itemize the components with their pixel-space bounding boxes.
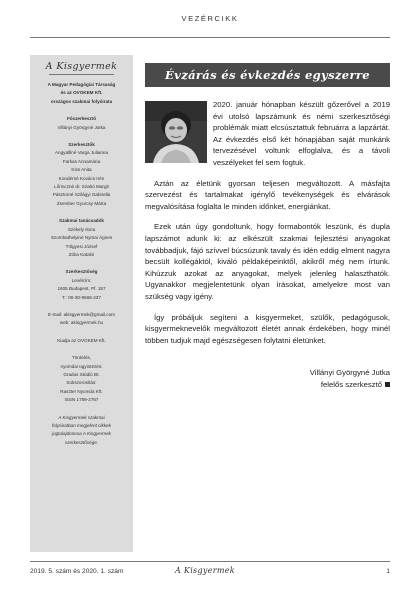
- staff-name: Pásztorné Szilágyi Gabriella: [52, 192, 111, 198]
- signature-role-line: [145, 379, 390, 391]
- copyright-line: szerkesztősége.: [64, 439, 99, 445]
- signature-block: [145, 367, 390, 390]
- signature-role: felelős szerkesztő: [320, 379, 382, 389]
- article-paragraph: Így próbáljuk segíteni a kisgyermeket, szülők, pedagógusok, kisgyermeknevelők megváltozott életét annak érdekében, hogy minél többen tudjuk majd egészségesen folytatni életünket.: [145, 312, 390, 345]
- office-section: [33, 268, 130, 302]
- web-line: web: akisgyermek.hu: [59, 320, 104, 326]
- copyright-line: jogtulajdonosa A Kisgyermek: [52, 431, 111, 437]
- logo-divider: [49, 74, 114, 75]
- email-line: E-mail: akisgyermek@gmail.com: [48, 311, 115, 317]
- production-line: Tördelés,: [71, 355, 92, 361]
- publisher-line: A Magyar Pedagógiai Társaság: [47, 82, 116, 87]
- office-line: T.: 06-30-9665-237: [62, 294, 101, 300]
- publisher-line: és az OVOKEM Kft.: [60, 90, 103, 96]
- staff-name: Lőrinczné dr. Szabó Margit: [54, 184, 109, 190]
- production-line: Gradus Stúdió Bt.: [63, 371, 100, 377]
- staff-name: Zsember Gyurcsy Márta: [56, 200, 107, 206]
- editors-section: [33, 141, 130, 208]
- publisher-info: [33, 81, 130, 106]
- author-photo: [145, 101, 207, 163]
- contact-section: [33, 311, 130, 328]
- article-title: Évzárás és évkezdés egyszerre: [165, 68, 370, 82]
- footer-divider: [30, 561, 390, 562]
- article-title-bar: [145, 63, 390, 87]
- staff-name: Szombathelyiné Nyitrai Ágnes: [50, 235, 113, 241]
- section-heading: Szerkesztők: [68, 142, 95, 148]
- section-heading: Szakmai tanácsadók: [59, 218, 104, 224]
- article-paragraph: Aztán az életünk gyorsan teljesen megváltozott. A másfajta szervezést és tartalmakat igénylő tevékenységek és elvárások megvalósítása foglalta le minden időnket, energiánkat.: [145, 178, 390, 211]
- production-line: Raszter Nyomda Kft.: [60, 388, 103, 394]
- staff-name: Villányi Györgyné Jutka: [57, 124, 106, 130]
- production-line: nyomdai ügyintézés:: [60, 363, 103, 369]
- staff-name: Székely Ilona: [67, 226, 96, 232]
- copyright-notice: [33, 414, 130, 448]
- signature-name: Villányi Györgyné Jutka: [309, 368, 390, 378]
- section-heading: Főszerkesztő: [66, 116, 97, 122]
- office-line: 1605 Budapest, Pf. 157: [57, 286, 106, 292]
- copyright-line: folyóiratban megjelent cikkek: [52, 423, 111, 428]
- staff-name: Zóka Katalin: [68, 251, 95, 257]
- office-line: Levélcím:: [71, 277, 92, 283]
- issue-number: 2019. 5. szám és 2020. 1. szám: [30, 568, 124, 575]
- article-paragraph: 2020. január hónapban készült gőzerővel a 2019 évi utolsó lapszámunk és némi szerkesztőségi problémák miatt elcsúsztattuk februárra a lapzártát. Az évkezdés első két hónapjában saját munkánk tervezésével voltunk elfoglalva, és a távoli veszélyeket fel sem fogtuk.: [213, 100, 390, 167]
- end-mark-icon: [385, 382, 390, 387]
- editor-in-chief-section: [33, 115, 130, 132]
- article-paragraph: Ezek után úgy gondoltunk, hogy formabontók leszünk, és dupla lapszámot adunk ki: az elkészült szakmai fejlesztési anyagokat továbbadjuk, fájó szívvel búcsúzunk tavaly és idén eddig elment nagyra becsült kollégáktól, kiváló példaképeinktől, akikről még nem írtunk. Kihúzzuk azokat az anyagokat, melyek jelenleg halaszthatók. Ugyanakkor megjelentetünk olyan írásokat, amelyekre most van szükség vagy igény.: [145, 222, 390, 301]
- copyright-line: A Kisgyermek szakmai: [58, 414, 105, 420]
- staff-name: Farkas Annamária: [62, 158, 101, 164]
- publisher-line: országos szakmai folyóirata: [50, 98, 113, 104]
- page-footer: [30, 566, 390, 580]
- staff-name: Kondérné Kovács Irén: [58, 175, 105, 181]
- production-line: ISSN 1789-2767: [64, 397, 99, 403]
- production-line: Sokszorosítás:: [66, 380, 97, 386]
- section-header: [30, 0, 390, 36]
- issuer-section: [33, 337, 130, 345]
- section-heading: Szerkesztőség: [65, 269, 98, 275]
- staff-name: Kiss Anita: [71, 167, 92, 173]
- article-body: [145, 99, 390, 390]
- page-number: 1: [386, 568, 390, 575]
- staff-name: Angyalfiné Varga Julianna: [54, 150, 109, 156]
- advisors-section: [33, 217, 130, 259]
- issuer-line: Kiadja az OVOKEM Kft.: [57, 337, 106, 343]
- masthead-sidebar: [30, 55, 133, 552]
- footer-logo: A Kisgyermek: [175, 566, 235, 575]
- production-section: [33, 354, 130, 404]
- masthead-logo: A Kisgyermek: [45, 61, 118, 72]
- section-label: VEZÉRCIKK: [181, 13, 239, 23]
- staff-name: Tölgyesi József: [65, 243, 98, 249]
- header-divider: [30, 37, 390, 38]
